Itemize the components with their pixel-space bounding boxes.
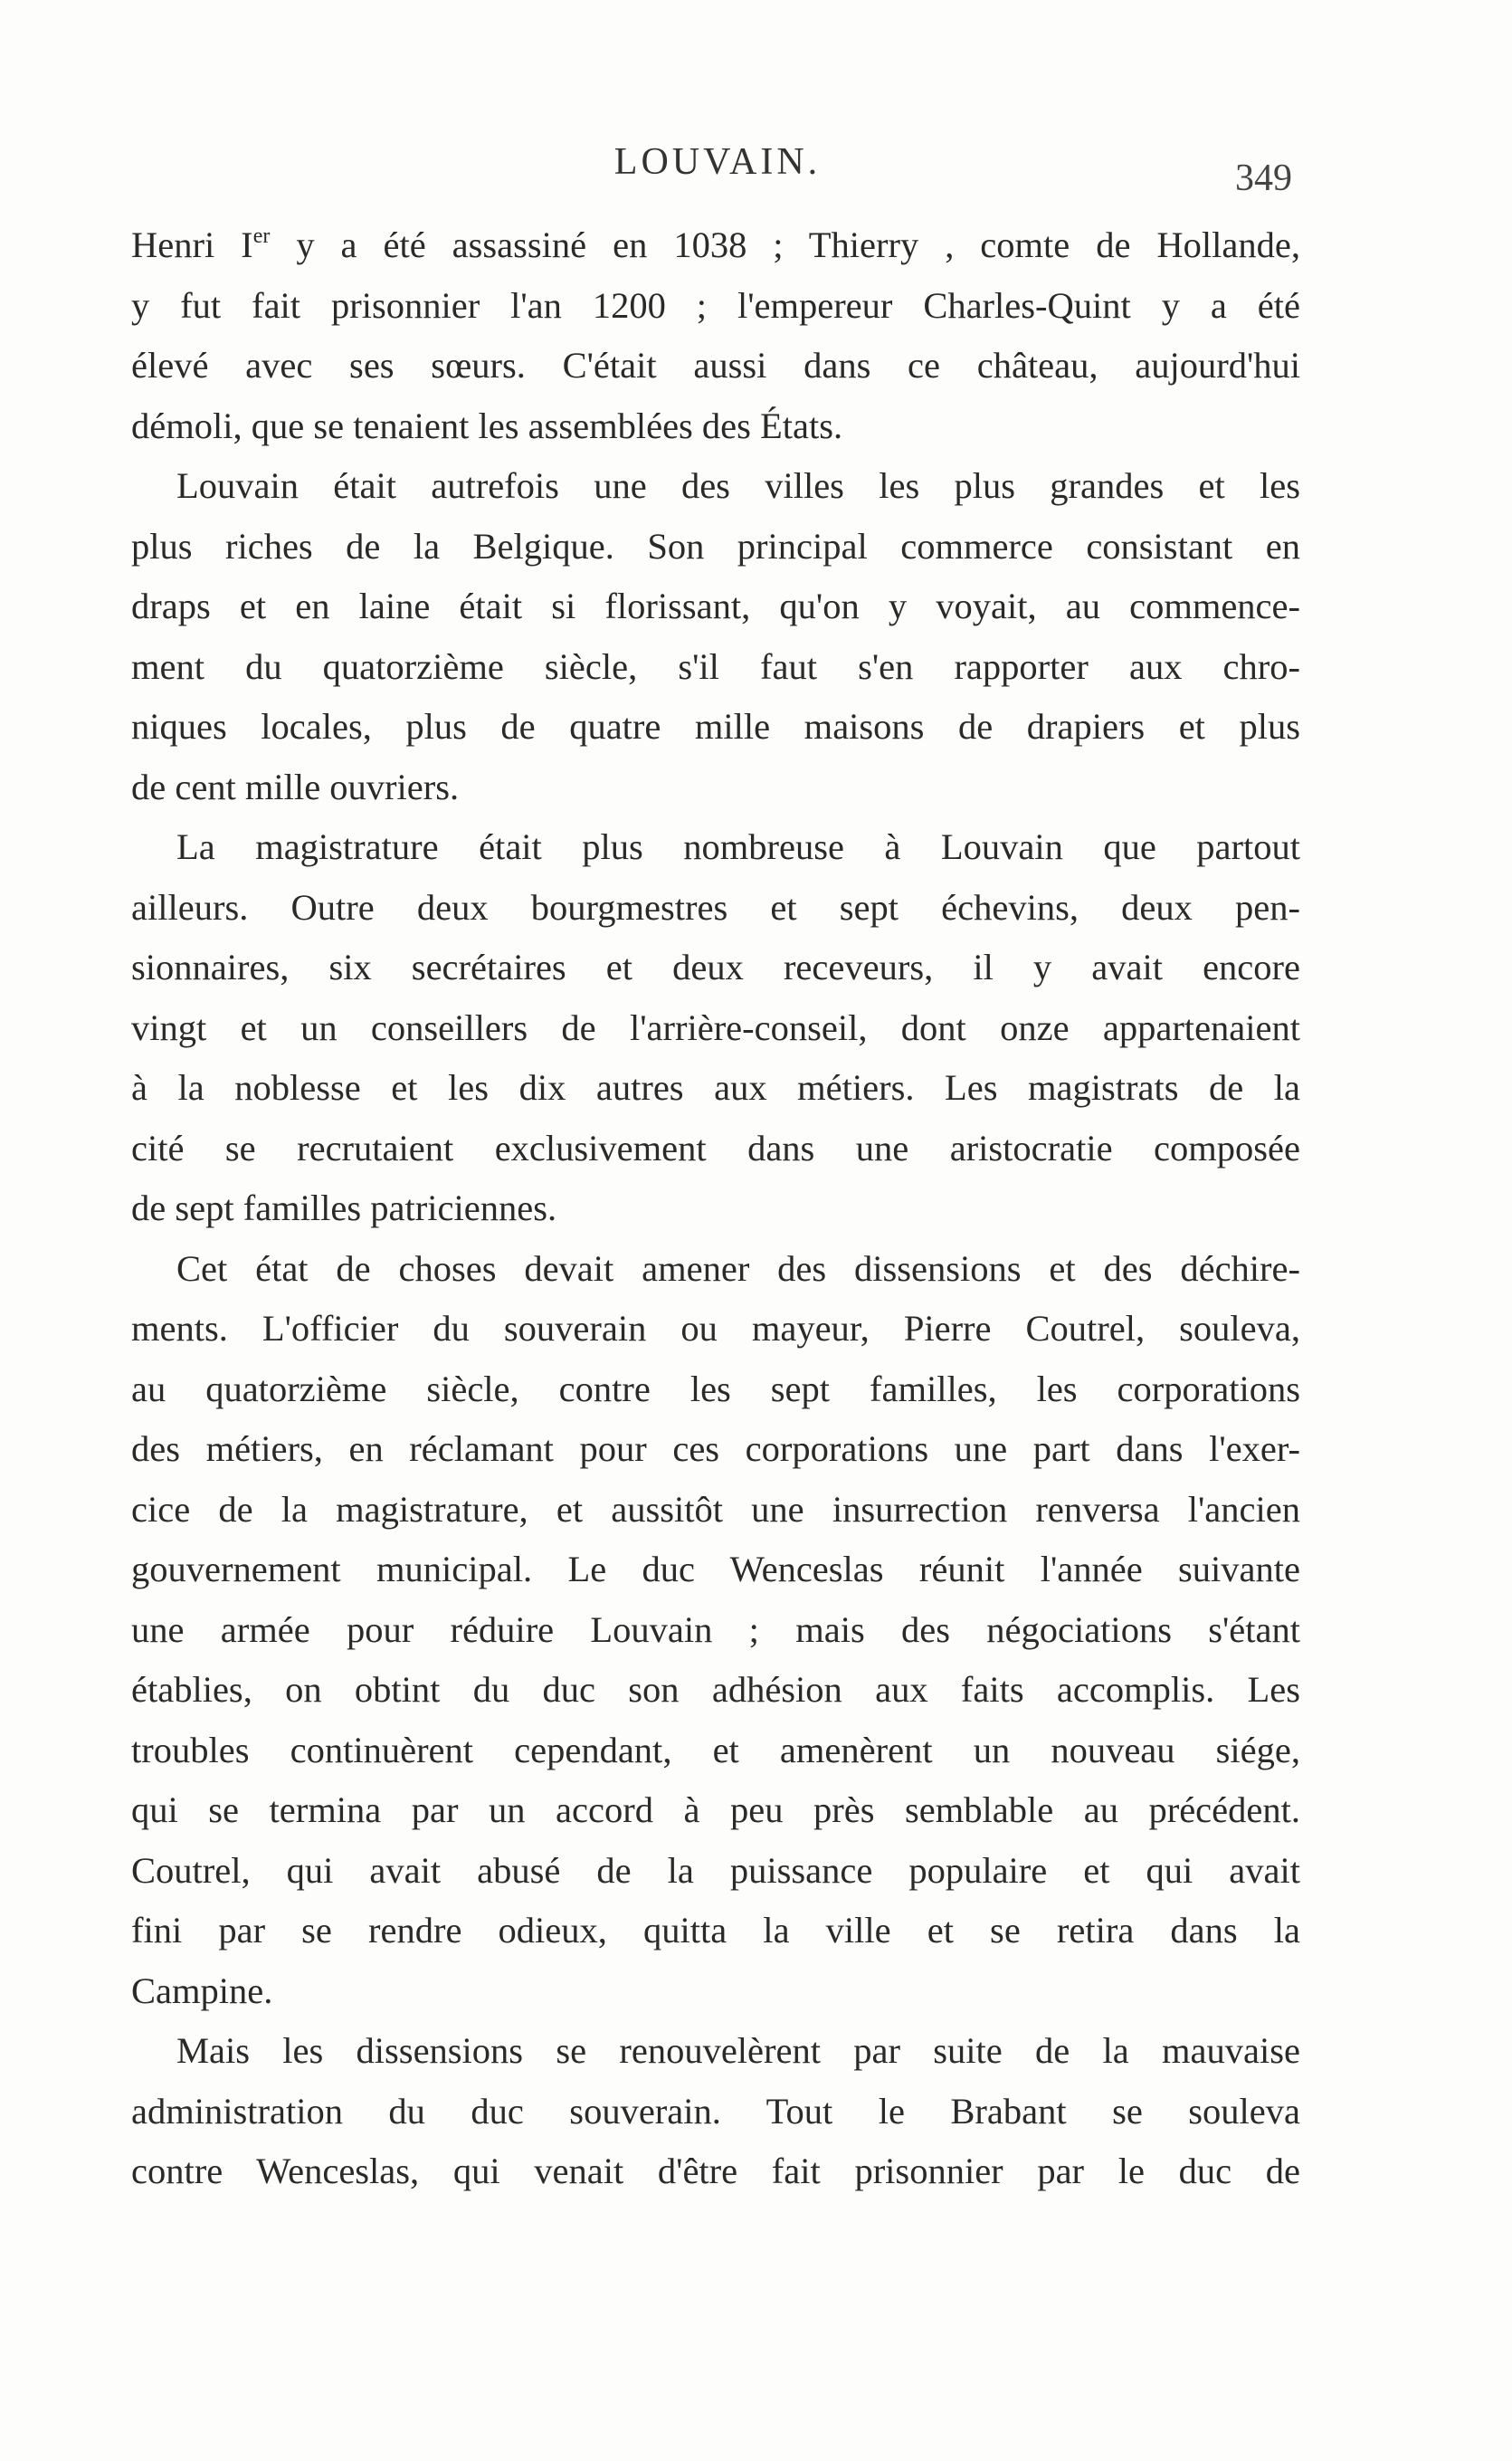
text-line: sionnaires, six secrétaires et deux receveurs, il y avait encore (131, 947, 1300, 987)
text-line: des métiers, en réclamant pour ces corporations une part dans l'exer- (131, 1428, 1300, 1469)
text-line: fini par se rendre odieux, quitta la ville et se retira dans la (131, 1910, 1300, 1951)
text-line: cité se recrutaient exclusivement dans une aristocratie composée (131, 1127, 1300, 1168)
text-line: Cet état de choses devait amener des dissensions et des déchire- (176, 1247, 1300, 1289)
text-line: ment du quatorzième siècle, s'il faut s'en rapporter aux chro- (131, 645, 1300, 687)
text-line: Coutrel, qui avait abusé de la puissance populaire et qui avait (131, 1849, 1300, 1891)
text-line: La magistrature était plus nombreuse à Louvain que partout (176, 826, 1300, 867)
text-line: y fut fait prisonnier l'an 1200 ; l'empereur Charles-Quint y a été (131, 284, 1300, 326)
text-line: plus riches de la Belgique. Son principal commerce consistant en (131, 525, 1300, 567)
text-line: démoli, que se tenaient les assemblées des États. (131, 405, 843, 446)
text-line: Campine. (131, 1970, 273, 2011)
text-line: établies, on obtint du duc son adhésion aux faits accomplis. Les (131, 1669, 1300, 1710)
running-title: LOUVAIN. (613, 141, 822, 183)
paragraph (131, 1239, 1300, 2022)
paragraph (131, 2021, 1300, 2202)
text-line: administration du duc souverain. Tout le Brabant se souleva (131, 2090, 1300, 2132)
text-line: de sept familles patriciennes. (131, 1188, 557, 1228)
text-line: Henri Ier y a été assassiné en 1038 ; Thierry , comte de Hollande, (131, 224, 1301, 265)
text-line: ailleurs. Outre deux bourgmestres et sept échevins, deux pen- (131, 886, 1300, 928)
paragraph (131, 215, 1300, 456)
text-line: gouvernement municipal. Le duc Wenceslas réunit l'année suivante (131, 1549, 1300, 1589)
text-line: vingt et un conseillers de l'arrière-conseil, dont onze appartenaient (131, 1006, 1300, 1048)
text-line: à la noblesse et les dix autres aux métiers. Les magistrats de la (131, 1067, 1300, 1108)
text-line: Louvain était autrefois une des villes les plus grandes et les (176, 465, 1300, 506)
text-line: au quatorzième siècle, contre les sept familles, les corporations (131, 1368, 1300, 1409)
text-line: draps et en laine était si florissant, qu'on y voyait, au commence- (131, 586, 1300, 626)
text-line: une armée pour réduire Louvain ; mais des négociations s'étant (131, 1608, 1300, 1650)
running-header (134, 140, 1301, 199)
paragraph (131, 456, 1300, 817)
text-line: ments. L'officier du souverain ou mayeur, Pierre Coutrel, souleva, (131, 1308, 1300, 1349)
paragraph (131, 817, 1300, 1239)
page-number: 349 (1235, 157, 1292, 199)
text-line: élevé avec ses sœurs. C'était aussi dans ce château, aujourd'hui (131, 345, 1300, 386)
text-line: contre Wenceslas, qui venait d'être fait prisonnier par le duc de (131, 2151, 1300, 2191)
text-line: cice de la magistrature, et aussitôt une insurrection renversa l'ancien (131, 1488, 1300, 1530)
body-text (131, 215, 1300, 2202)
text-line: de cent mille ouvriers. (131, 766, 460, 807)
text-line: Mais les dissensions se renouvelèrent par suite de la mauvaise (176, 2030, 1300, 2071)
text-line: niques locales, plus de quatre mille maisons de drapiers et plus (131, 706, 1300, 747)
text-line: qui se termina par un accord à peu près semblable au précédent. (131, 1789, 1300, 1830)
text-line: troubles continuèrent cependant, et amenèrent un nouveau siége, (131, 1729, 1300, 1770)
